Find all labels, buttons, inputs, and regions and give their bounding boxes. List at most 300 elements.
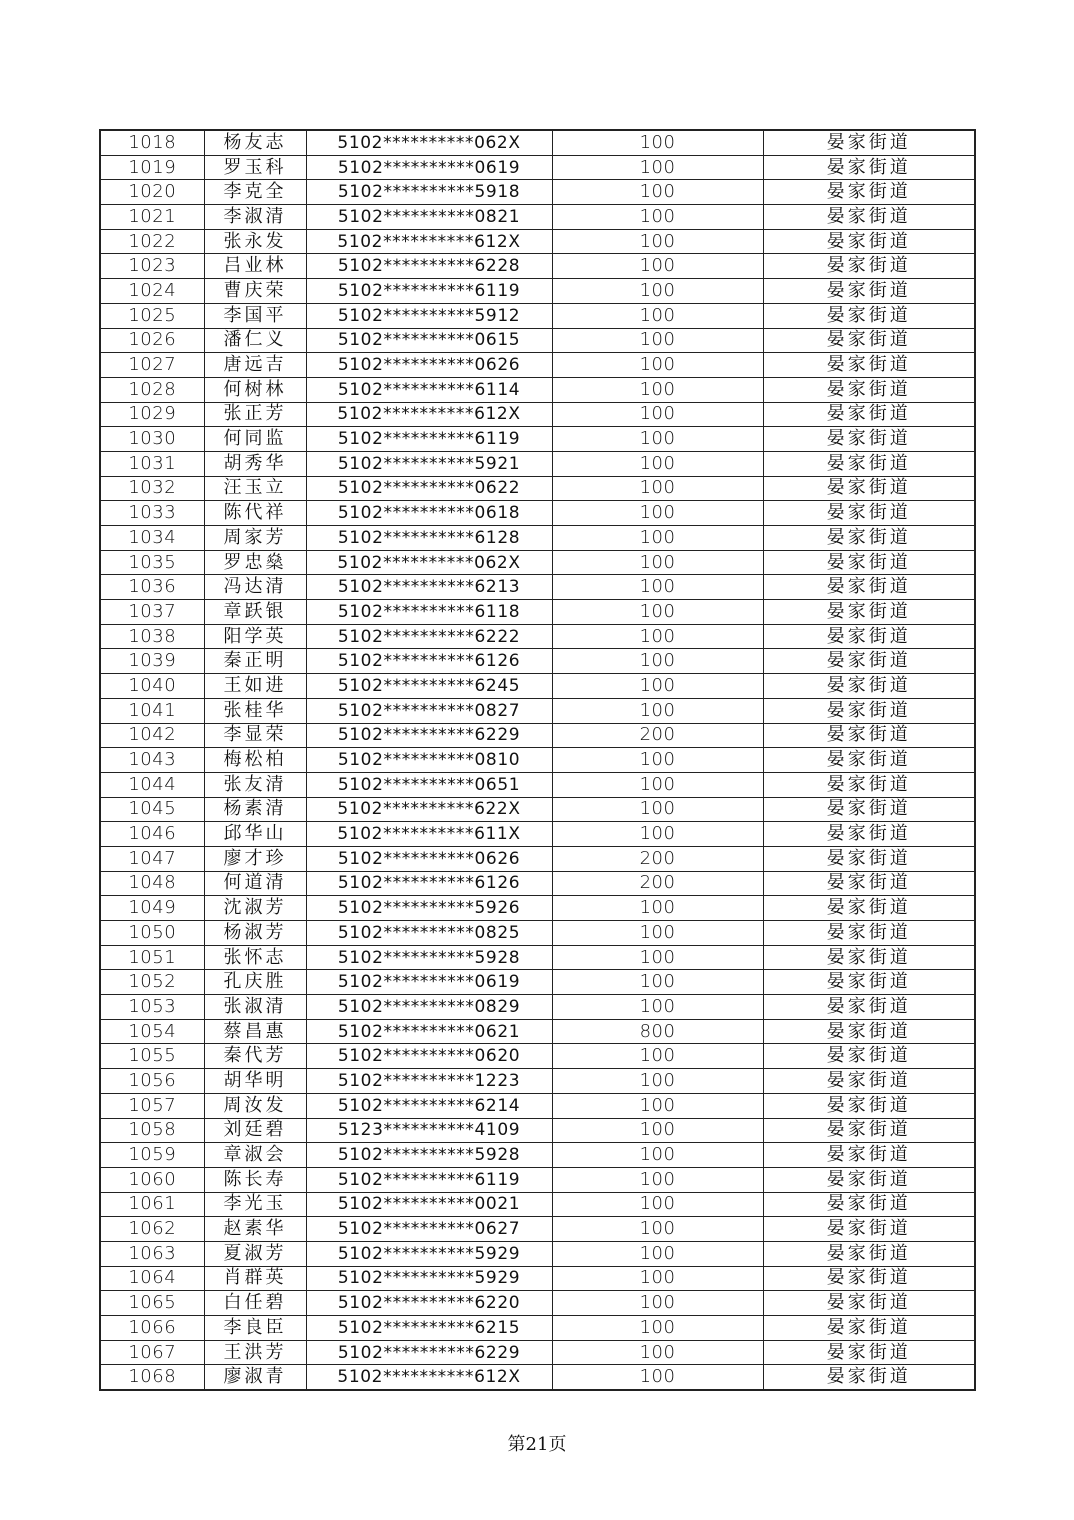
street-cell: 晏家街道 bbox=[763, 526, 975, 551]
id-number-cell: 5102**********6229 bbox=[306, 723, 552, 748]
amount-cell: 100 bbox=[552, 130, 763, 155]
id-number-cell: 5102**********0829 bbox=[306, 995, 552, 1020]
name-cell: 张桂华 bbox=[204, 698, 306, 723]
id-number-cell: 5102**********062X bbox=[306, 130, 552, 155]
id-number-cell: 5102**********6119 bbox=[306, 427, 552, 452]
street-cell: 晏家街道 bbox=[763, 377, 975, 402]
amount-cell: 100 bbox=[552, 995, 763, 1020]
amount-cell: 100 bbox=[552, 970, 763, 995]
row-number-cell: 1060 bbox=[100, 1167, 204, 1192]
name-cell: 夏淑芳 bbox=[204, 1241, 306, 1266]
street-cell: 晏家街道 bbox=[763, 1019, 975, 1044]
amount-cell: 100 bbox=[552, 254, 763, 279]
id-number-cell: 5102**********6118 bbox=[306, 600, 552, 625]
row-number-cell: 1061 bbox=[100, 1192, 204, 1217]
table-row bbox=[100, 1044, 975, 1069]
street-cell: 晏家街道 bbox=[763, 748, 975, 773]
street-cell: 晏家街道 bbox=[763, 797, 975, 822]
table-row bbox=[100, 451, 975, 476]
row-number-cell: 1029 bbox=[100, 402, 204, 427]
amount-cell: 100 bbox=[552, 896, 763, 921]
row-number-cell: 1032 bbox=[100, 476, 204, 501]
amount-cell: 100 bbox=[552, 748, 763, 773]
table-row bbox=[100, 674, 975, 699]
id-number-cell: 5102**********6245 bbox=[306, 674, 552, 699]
id-number-cell: 5102**********611X bbox=[306, 822, 552, 847]
id-number-cell: 5102**********612X bbox=[306, 1365, 552, 1390]
amount-cell: 100 bbox=[552, 550, 763, 575]
row-number-cell: 1021 bbox=[100, 205, 204, 230]
street-cell: 晏家街道 bbox=[763, 772, 975, 797]
table-row bbox=[100, 1217, 975, 1242]
row-number-cell: 1018 bbox=[100, 130, 204, 155]
roster-table-body bbox=[100, 130, 975, 1390]
amount-cell: 100 bbox=[552, 1069, 763, 1094]
table-row bbox=[100, 1118, 975, 1143]
table-row bbox=[100, 303, 975, 328]
name-cell: 冯达清 bbox=[204, 575, 306, 600]
name-cell: 秦代芳 bbox=[204, 1044, 306, 1069]
street-cell: 晏家街道 bbox=[763, 822, 975, 847]
amount-cell: 100 bbox=[552, 1167, 763, 1192]
amount-cell: 100 bbox=[552, 600, 763, 625]
id-number-cell: 5102**********0021 bbox=[306, 1192, 552, 1217]
table-row bbox=[100, 254, 975, 279]
amount-cell: 100 bbox=[552, 1192, 763, 1217]
name-cell: 杨淑芳 bbox=[204, 921, 306, 946]
table-row bbox=[100, 1143, 975, 1168]
row-number-cell: 1053 bbox=[100, 995, 204, 1020]
table-row bbox=[100, 797, 975, 822]
amount-cell: 100 bbox=[552, 921, 763, 946]
street-cell: 晏家街道 bbox=[763, 402, 975, 427]
id-number-cell: 5102**********0619 bbox=[306, 970, 552, 995]
id-number-cell: 5102**********0825 bbox=[306, 921, 552, 946]
street-cell: 晏家街道 bbox=[763, 279, 975, 304]
id-number-cell: 5102**********6215 bbox=[306, 1316, 552, 1341]
row-number-cell: 1044 bbox=[100, 772, 204, 797]
street-cell: 晏家街道 bbox=[763, 501, 975, 526]
id-number-cell: 5123**********4109 bbox=[306, 1118, 552, 1143]
name-cell: 李克全 bbox=[204, 180, 306, 205]
table-row bbox=[100, 1365, 975, 1390]
name-cell: 张正芳 bbox=[204, 402, 306, 427]
name-cell: 秦正明 bbox=[204, 649, 306, 674]
street-cell: 晏家街道 bbox=[763, 130, 975, 155]
name-cell: 沈淑芳 bbox=[204, 896, 306, 921]
street-cell: 晏家街道 bbox=[763, 945, 975, 970]
row-number-cell: 1049 bbox=[100, 896, 204, 921]
amount-cell: 100 bbox=[552, 1217, 763, 1242]
street-cell: 晏家街道 bbox=[763, 451, 975, 476]
amount-cell: 100 bbox=[552, 476, 763, 501]
amount-cell: 100 bbox=[552, 649, 763, 674]
table-row bbox=[100, 945, 975, 970]
row-number-cell: 1035 bbox=[100, 550, 204, 575]
table-row bbox=[100, 723, 975, 748]
amount-cell: 100 bbox=[552, 797, 763, 822]
table-row bbox=[100, 748, 975, 773]
table-row bbox=[100, 130, 975, 155]
street-cell: 晏家街道 bbox=[763, 1241, 975, 1266]
row-number-cell: 1062 bbox=[100, 1217, 204, 1242]
row-number-cell: 1064 bbox=[100, 1266, 204, 1291]
amount-cell: 200 bbox=[552, 723, 763, 748]
name-cell: 肖群英 bbox=[204, 1266, 306, 1291]
name-cell: 刘廷碧 bbox=[204, 1118, 306, 1143]
name-cell: 李国平 bbox=[204, 303, 306, 328]
amount-cell: 100 bbox=[552, 377, 763, 402]
street-cell: 晏家街道 bbox=[763, 1069, 975, 1094]
amount-cell: 100 bbox=[552, 822, 763, 847]
row-number-cell: 1063 bbox=[100, 1241, 204, 1266]
amount-cell: 100 bbox=[552, 1241, 763, 1266]
street-cell: 晏家街道 bbox=[763, 1192, 975, 1217]
row-number-cell: 1023 bbox=[100, 254, 204, 279]
row-number-cell: 1040 bbox=[100, 674, 204, 699]
id-number-cell: 5102**********0618 bbox=[306, 501, 552, 526]
row-number-cell: 1022 bbox=[100, 229, 204, 254]
table-row bbox=[100, 995, 975, 1020]
id-number-cell: 5102**********6229 bbox=[306, 1340, 552, 1365]
street-cell: 晏家街道 bbox=[763, 921, 975, 946]
table-row bbox=[100, 1316, 975, 1341]
street-cell: 晏家街道 bbox=[763, 1143, 975, 1168]
row-number-cell: 1020 bbox=[100, 180, 204, 205]
amount-cell: 100 bbox=[552, 575, 763, 600]
table-row bbox=[100, 1069, 975, 1094]
amount-cell: 100 bbox=[552, 279, 763, 304]
amount-cell: 100 bbox=[552, 1316, 763, 1341]
table-row bbox=[100, 1266, 975, 1291]
name-cell: 何同监 bbox=[204, 427, 306, 452]
amount-cell: 100 bbox=[552, 180, 763, 205]
amount-cell: 100 bbox=[552, 1291, 763, 1316]
row-number-cell: 1058 bbox=[100, 1118, 204, 1143]
name-cell: 章跃银 bbox=[204, 600, 306, 625]
amount-cell: 200 bbox=[552, 846, 763, 871]
table-row bbox=[100, 822, 975, 847]
id-number-cell: 5102**********0827 bbox=[306, 698, 552, 723]
name-cell: 章淑会 bbox=[204, 1143, 306, 1168]
name-cell: 杨素清 bbox=[204, 797, 306, 822]
row-number-cell: 1055 bbox=[100, 1044, 204, 1069]
street-cell: 晏家街道 bbox=[763, 1266, 975, 1291]
name-cell: 李显荣 bbox=[204, 723, 306, 748]
id-number-cell: 5102**********6214 bbox=[306, 1093, 552, 1118]
name-cell: 胡华明 bbox=[204, 1069, 306, 1094]
table-row bbox=[100, 328, 975, 353]
name-cell: 何树林 bbox=[204, 377, 306, 402]
table-row bbox=[100, 896, 975, 921]
street-cell: 晏家街道 bbox=[763, 254, 975, 279]
name-cell: 周汝发 bbox=[204, 1093, 306, 1118]
amount-cell: 100 bbox=[552, 1118, 763, 1143]
name-cell: 李光玉 bbox=[204, 1192, 306, 1217]
amount-cell: 100 bbox=[552, 674, 763, 699]
id-number-cell: 5102**********0821 bbox=[306, 205, 552, 230]
street-cell: 晏家街道 bbox=[763, 205, 975, 230]
amount-cell: 100 bbox=[552, 698, 763, 723]
table-row bbox=[100, 1167, 975, 1192]
id-number-cell: 5102**********1223 bbox=[306, 1069, 552, 1094]
street-cell: 晏家街道 bbox=[763, 155, 975, 180]
street-cell: 晏家街道 bbox=[763, 1044, 975, 1069]
row-number-cell: 1031 bbox=[100, 451, 204, 476]
table-row bbox=[100, 279, 975, 304]
id-number-cell: 5102**********0651 bbox=[306, 772, 552, 797]
name-cell: 曹庆荣 bbox=[204, 279, 306, 304]
id-number-cell: 5102**********062X bbox=[306, 550, 552, 575]
name-cell: 蔡昌惠 bbox=[204, 1019, 306, 1044]
name-cell: 王洪芳 bbox=[204, 1340, 306, 1365]
row-number-cell: 1019 bbox=[100, 155, 204, 180]
id-number-cell: 5102**********0621 bbox=[306, 1019, 552, 1044]
amount-cell: 100 bbox=[552, 1340, 763, 1365]
id-number-cell: 5102**********612X bbox=[306, 229, 552, 254]
table-row bbox=[100, 649, 975, 674]
table-row bbox=[100, 229, 975, 254]
row-number-cell: 1059 bbox=[100, 1143, 204, 1168]
id-number-cell: 5102**********0622 bbox=[306, 476, 552, 501]
id-number-cell: 5102**********6222 bbox=[306, 624, 552, 649]
table-row bbox=[100, 600, 975, 625]
id-number-cell: 5102**********5918 bbox=[306, 180, 552, 205]
row-number-cell: 1050 bbox=[100, 921, 204, 946]
name-cell: 廖才珍 bbox=[204, 846, 306, 871]
id-number-cell: 5102**********6119 bbox=[306, 1167, 552, 1192]
id-number-cell: 5102**********5929 bbox=[306, 1241, 552, 1266]
id-number-cell: 5102**********6213 bbox=[306, 575, 552, 600]
table-row bbox=[100, 970, 975, 995]
table-row bbox=[100, 1192, 975, 1217]
row-number-cell: 1034 bbox=[100, 526, 204, 551]
id-number-cell: 5102**********6126 bbox=[306, 871, 552, 896]
row-number-cell: 1036 bbox=[100, 575, 204, 600]
name-cell: 赵素华 bbox=[204, 1217, 306, 1242]
amount-cell: 100 bbox=[552, 155, 763, 180]
id-number-cell: 5102**********6119 bbox=[306, 279, 552, 304]
table-row bbox=[100, 353, 975, 378]
name-cell: 张淑清 bbox=[204, 995, 306, 1020]
id-number-cell: 5102**********5928 bbox=[306, 1143, 552, 1168]
street-cell: 晏家街道 bbox=[763, 970, 975, 995]
table-row bbox=[100, 921, 975, 946]
street-cell: 晏家街道 bbox=[763, 1217, 975, 1242]
name-cell: 廖淑青 bbox=[204, 1365, 306, 1390]
amount-cell: 100 bbox=[552, 205, 763, 230]
row-number-cell: 1039 bbox=[100, 649, 204, 674]
row-number-cell: 1041 bbox=[100, 698, 204, 723]
row-number-cell: 1047 bbox=[100, 846, 204, 871]
row-number-cell: 1025 bbox=[100, 303, 204, 328]
id-number-cell: 5102**********6114 bbox=[306, 377, 552, 402]
row-number-cell: 1046 bbox=[100, 822, 204, 847]
id-number-cell: 5102**********0810 bbox=[306, 748, 552, 773]
street-cell: 晏家街道 bbox=[763, 427, 975, 452]
amount-cell: 100 bbox=[552, 624, 763, 649]
name-cell: 白任碧 bbox=[204, 1291, 306, 1316]
table-row bbox=[100, 1093, 975, 1118]
table-row bbox=[100, 1340, 975, 1365]
amount-cell: 100 bbox=[552, 1365, 763, 1390]
table-row bbox=[100, 871, 975, 896]
id-number-cell: 5102**********0615 bbox=[306, 328, 552, 353]
name-cell: 孔庆胜 bbox=[204, 970, 306, 995]
table-row bbox=[100, 402, 975, 427]
id-number-cell: 5102**********0626 bbox=[306, 353, 552, 378]
street-cell: 晏家街道 bbox=[763, 180, 975, 205]
name-cell: 潘仁义 bbox=[204, 328, 306, 353]
name-cell: 罗忠燊 bbox=[204, 550, 306, 575]
street-cell: 晏家街道 bbox=[763, 871, 975, 896]
street-cell: 晏家街道 bbox=[763, 1093, 975, 1118]
amount-cell: 100 bbox=[552, 772, 763, 797]
amount-cell: 800 bbox=[552, 1019, 763, 1044]
street-cell: 晏家街道 bbox=[763, 995, 975, 1020]
street-cell: 晏家街道 bbox=[763, 550, 975, 575]
table-row bbox=[100, 624, 975, 649]
street-cell: 晏家街道 bbox=[763, 698, 975, 723]
street-cell: 晏家街道 bbox=[763, 600, 975, 625]
id-number-cell: 5102**********5928 bbox=[306, 945, 552, 970]
row-number-cell: 1057 bbox=[100, 1093, 204, 1118]
page-number: 第21页 bbox=[507, 1434, 567, 1455]
amount-cell: 100 bbox=[552, 1044, 763, 1069]
amount-cell: 100 bbox=[552, 451, 763, 476]
street-cell: 晏家街道 bbox=[763, 229, 975, 254]
name-cell: 陈代祥 bbox=[204, 501, 306, 526]
name-cell: 杨友志 bbox=[204, 130, 306, 155]
name-cell: 李良臣 bbox=[204, 1316, 306, 1341]
street-cell: 晏家街道 bbox=[763, 303, 975, 328]
id-number-cell: 5102**********0619 bbox=[306, 155, 552, 180]
name-cell: 张永发 bbox=[204, 229, 306, 254]
street-cell: 晏家街道 bbox=[763, 1118, 975, 1143]
street-cell: 晏家街道 bbox=[763, 846, 975, 871]
row-number-cell: 1066 bbox=[100, 1316, 204, 1341]
table-row bbox=[100, 1291, 975, 1316]
table-row bbox=[100, 772, 975, 797]
roster-table bbox=[99, 129, 976, 1391]
id-number-cell: 5102**********0627 bbox=[306, 1217, 552, 1242]
id-number-cell: 5102**********622X bbox=[306, 797, 552, 822]
id-number-cell: 5102**********0626 bbox=[306, 846, 552, 871]
table-row bbox=[100, 575, 975, 600]
name-cell: 李淑清 bbox=[204, 205, 306, 230]
row-number-cell: 1048 bbox=[100, 871, 204, 896]
id-number-cell: 5102**********612X bbox=[306, 402, 552, 427]
id-number-cell: 5102**********5926 bbox=[306, 896, 552, 921]
amount-cell: 100 bbox=[552, 303, 763, 328]
name-cell: 邱华山 bbox=[204, 822, 306, 847]
table-row bbox=[100, 205, 975, 230]
name-cell: 何道清 bbox=[204, 871, 306, 896]
row-number-cell: 1026 bbox=[100, 328, 204, 353]
table-row bbox=[100, 698, 975, 723]
amount-cell: 100 bbox=[552, 1266, 763, 1291]
row-number-cell: 1030 bbox=[100, 427, 204, 452]
row-number-cell: 1027 bbox=[100, 353, 204, 378]
street-cell: 晏家街道 bbox=[763, 674, 975, 699]
street-cell: 晏家街道 bbox=[763, 328, 975, 353]
id-number-cell: 5102**********6126 bbox=[306, 649, 552, 674]
street-cell: 晏家街道 bbox=[763, 723, 975, 748]
name-cell: 吕业林 bbox=[204, 254, 306, 279]
row-number-cell: 1065 bbox=[100, 1291, 204, 1316]
row-number-cell: 1028 bbox=[100, 377, 204, 402]
row-number-cell: 1067 bbox=[100, 1340, 204, 1365]
id-number-cell: 5102**********6228 bbox=[306, 254, 552, 279]
id-number-cell: 5102**********5929 bbox=[306, 1266, 552, 1291]
amount-cell: 100 bbox=[552, 945, 763, 970]
row-number-cell: 1033 bbox=[100, 501, 204, 526]
street-cell: 晏家街道 bbox=[763, 649, 975, 674]
table-row bbox=[100, 180, 975, 205]
row-number-cell: 1024 bbox=[100, 279, 204, 304]
amount-cell: 100 bbox=[552, 526, 763, 551]
id-number-cell: 5102**********6128 bbox=[306, 526, 552, 551]
table-row bbox=[100, 427, 975, 452]
table-row bbox=[100, 377, 975, 402]
table-row bbox=[100, 846, 975, 871]
name-cell: 胡秀华 bbox=[204, 451, 306, 476]
amount-cell: 100 bbox=[552, 427, 763, 452]
name-cell: 王如进 bbox=[204, 674, 306, 699]
row-number-cell: 1037 bbox=[100, 600, 204, 625]
amount-cell: 100 bbox=[552, 1093, 763, 1118]
street-cell: 晏家街道 bbox=[763, 896, 975, 921]
table-row bbox=[100, 155, 975, 180]
street-cell: 晏家街道 bbox=[763, 353, 975, 378]
amount-cell: 100 bbox=[552, 402, 763, 427]
amount-cell: 100 bbox=[552, 229, 763, 254]
name-cell: 梅松柏 bbox=[204, 748, 306, 773]
table-row bbox=[100, 550, 975, 575]
name-cell: 张怀志 bbox=[204, 945, 306, 970]
street-cell: 晏家街道 bbox=[763, 1167, 975, 1192]
name-cell: 罗玉科 bbox=[204, 155, 306, 180]
name-cell: 唐远吉 bbox=[204, 353, 306, 378]
street-cell: 晏家街道 bbox=[763, 1365, 975, 1390]
row-number-cell: 1054 bbox=[100, 1019, 204, 1044]
amount-cell: 100 bbox=[552, 1143, 763, 1168]
amount-cell: 100 bbox=[552, 353, 763, 378]
street-cell: 晏家街道 bbox=[763, 624, 975, 649]
table-row bbox=[100, 501, 975, 526]
row-number-cell: 1052 bbox=[100, 970, 204, 995]
amount-cell: 100 bbox=[552, 328, 763, 353]
street-cell: 晏家街道 bbox=[763, 1316, 975, 1341]
amount-cell: 200 bbox=[552, 871, 763, 896]
id-number-cell: 5102**********0620 bbox=[306, 1044, 552, 1069]
row-number-cell: 1068 bbox=[100, 1365, 204, 1390]
id-number-cell: 5102**********5921 bbox=[306, 451, 552, 476]
table-row bbox=[100, 1019, 975, 1044]
street-cell: 晏家街道 bbox=[763, 476, 975, 501]
street-cell: 晏家街道 bbox=[763, 1291, 975, 1316]
row-number-cell: 1038 bbox=[100, 624, 204, 649]
id-number-cell: 5102**********6220 bbox=[306, 1291, 552, 1316]
table-row bbox=[100, 476, 975, 501]
row-number-cell: 1045 bbox=[100, 797, 204, 822]
row-number-cell: 1056 bbox=[100, 1069, 204, 1094]
street-cell: 晏家街道 bbox=[763, 1340, 975, 1365]
row-number-cell: 1042 bbox=[100, 723, 204, 748]
name-cell: 周家芳 bbox=[204, 526, 306, 551]
street-cell: 晏家街道 bbox=[763, 575, 975, 600]
row-number-cell: 1043 bbox=[100, 748, 204, 773]
